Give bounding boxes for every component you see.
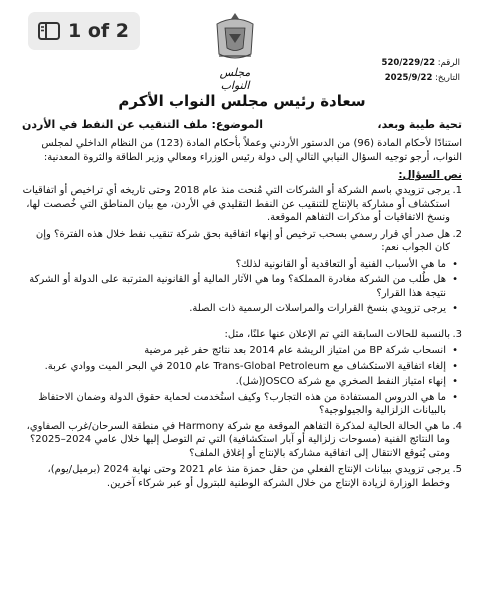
- council-name: مجلس النواب: [219, 66, 251, 92]
- question-number: 3.: [452, 328, 462, 340]
- question-text: يرجى تزويدي باسم الشركة أو الشركات التي مُنحت منذ عام 2018 وحتى تاريخه أي تراخيص أو اتفاقيات استكشاف أو مشاركة بالإنتاج للتنقيب عن النفط التقليدي في الأردن، مع بيان المناطق التي خُصصت لها، ونسخ الاتفاقيات أو مذكرات التفاهم الموقعة.: [22, 185, 450, 223]
- question-2: [22, 228, 462, 255]
- question-5: [22, 463, 462, 490]
- q3-bullet: • انسحاب شركة BP من امتياز الريشة عام 2014 بعد نتائج حفر غير مرضية: [144, 345, 458, 356]
- question-number: 1.: [452, 185, 462, 196]
- coat-of-arms-emblem: [212, 10, 258, 64]
- letter-body: [22, 92, 462, 493]
- date-value: 2025/9/22: [384, 73, 433, 83]
- reference-number: [382, 58, 460, 68]
- q3-bullet: • ما هي الدروس المستفادة من هذه التجارب؟ وكيف استُخدمت لحماية حقوق الدولة وضمان الاحتفاظ بالبيانات الزلزالية والجيولوجية؟: [38, 391, 458, 416]
- question-text: بالنسبة للحالات السابقة التي تم الإعلان عنها علنًا، مثل:: [224, 328, 450, 340]
- bullet-text: انسحاب شركة BP من امتياز الريشة عام 2014 بعد نتائج حفر غير مرضية: [144, 345, 446, 356]
- page-counter: 1 of 2: [68, 20, 129, 42]
- q3-bullet: • إلغاء اتفاقية الاستكشاف مع Trans-Global Petroleum عام 2010 في البحر الميت ووادي عربة.: [44, 360, 458, 372]
- ref-label: الرقم:: [437, 58, 460, 68]
- subject-line: الموضوع: ملف التنقيب عن النفط في الأردن: [22, 118, 264, 131]
- question-3: [22, 328, 462, 342]
- question-text: ما هي الحالة الحالية لمذكرة التفاهم الموقعة مع شركة Harmony في منطقة السرحان/غرب الصفاوي، وما النتائج الفنية (مسوحات زلزالية أو آبار استكشافية) التي تم التوصل إليها خلال عامي 2024–2025؟ ومتى يُتوقع الانتقال إلى اتفاقية مشاركة بالإنتاج أو إغلاق الملف؟: [26, 420, 450, 459]
- bullet-text: ما هي الأسباب الفنية أو التعاقدية أو القانونية لذلك؟: [235, 258, 446, 270]
- subject-row: [22, 118, 462, 131]
- bullet-text: إلغاء اتفاقية الاستكشاف مع Trans-Global Petroleum عام 2010 في البحر الميت ووادي عربة.: [44, 360, 446, 372]
- bullet-text: ما هي الدروس المستفادة من هذه التجارب؟ وكيف استُخدمت لحماية حقوق الدولة وضمان الاحتفاظ بالبيانات الزلزالية والجيولوجية؟: [38, 391, 446, 416]
- question-text: هل صدر أي قرار رسمي بسحب ترخيص أو إنهاء اتفاقية بحق شركة تنقيب نفط خلال هذه الفترة؟ وإن كان الجواب نعم:: [35, 228, 450, 253]
- q2-bullet: • هل طُلب من الشركة مغادرة المملكة؟ وما هي الآثار المالية أو القانونية المترتبة على الدولة أو الشركة نتيجة هذا القرار؟: [29, 274, 458, 299]
- ref-value: 520/229/22: [381, 58, 436, 68]
- salutation: سعادة رئيس مجلس النواب الأكرم: [118, 92, 366, 110]
- question-text: يرجى تزويدي ببيانات الإنتاج الفعلي من حقل حمزة منذ عام 2021 وحتى نهاية 2024 (برميل/يوم)، وخطط الوزارة لزيادة الإنتاج من خلال الشركة الوطنية للبترول أو عبر شركاء آخرين.: [47, 464, 450, 489]
- section-title: نص السؤال:: [398, 169, 462, 181]
- greeting: تحية طيبة وبعد،: [377, 118, 462, 131]
- question-4: [22, 420, 462, 461]
- q2-bullet: • ما هي الأسباب الفنية أو التعاقدية أو القانونية لذلك؟: [235, 258, 458, 270]
- question-1: [22, 184, 462, 225]
- document-date: [385, 73, 460, 83]
- intro-paragraph: استنادًا لأحكام المادة (96) من الدستور الأردني وعملاً بأحكام المادة (123) من النظام الداخلي لمجلس النواب، أرجو توجيه السؤال النيابي التالي إلى دولة رئيس الوزراء ومعالي وزير الطاقة والثروة المعدنية:: [41, 138, 462, 163]
- date-label: التاريخ:: [435, 73, 460, 83]
- question-number: 2.: [452, 228, 462, 240]
- bullet-text: هل طُلب من الشركة مغادرة المملكة؟ وما هي الآثار المالية أو القانونية المترتبة على الدولة أو الشركة نتيجة هذا القرار؟: [29, 274, 446, 299]
- sidebar-pages-icon: [38, 22, 60, 40]
- bullet-text: إنهاء امتياز النفط الصخري مع شركة JOSCO(شل).: [235, 376, 446, 387]
- q2-bullet: • يرجى تزويدي بنسخ القرارات والمراسلات الرسمية ذات الصلة.: [189, 303, 458, 314]
- question-number: 5.: [452, 464, 462, 475]
- bullet-text: يرجى تزويدي بنسخ القرارات والمراسلات الرسمية ذات الصلة.: [189, 303, 446, 314]
- page-indicator[interactable]: [28, 12, 140, 50]
- q3-bullet: • إنهاء امتياز النفط الصخري مع شركة JOSCO(شل).: [235, 376, 458, 387]
- question-number: 4.: [452, 420, 462, 432]
